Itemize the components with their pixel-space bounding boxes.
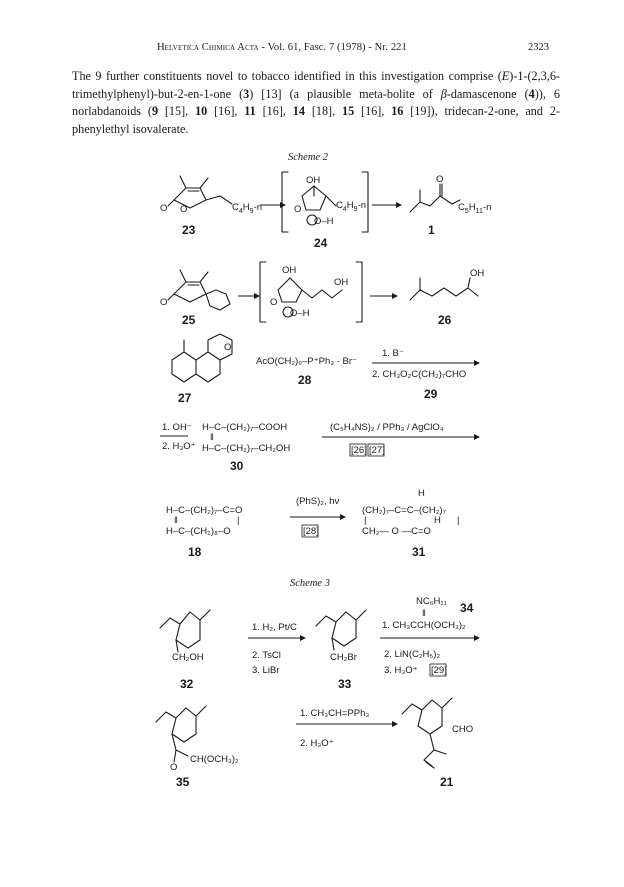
hydroxyl-group: OH: [282, 265, 297, 276]
text-run: [18],: [304, 104, 342, 119]
vinyl-h: H: [434, 515, 441, 526]
compound-label-26: 26: [438, 313, 452, 327]
compound-30-line2: H–C–(CH₂)₇–CH₂OH: [202, 443, 291, 454]
ring-oxygen: O: [224, 342, 232, 353]
ring-closure: |: [457, 515, 460, 526]
step-imine-reagent: 1. CH₃CCH(OCH₃)₂: [382, 620, 466, 631]
page-number: 2323: [528, 42, 549, 53]
hydroxyl-group: OH: [306, 175, 321, 186]
arrow-head: [474, 360, 480, 366]
compound-label-31: 31: [412, 545, 426, 559]
compound-ref: 3: [243, 86, 250, 101]
scheme-2-title: Scheme 2: [288, 152, 328, 163]
ring-oxygen: O: [160, 203, 168, 214]
step-base: 1. B⁻: [382, 348, 404, 359]
compound-label-18: 18: [188, 545, 202, 559]
step-bromination: 3. LiBr: [252, 665, 280, 676]
arrow-head: [474, 434, 480, 440]
ref-28: [28]: [303, 526, 319, 537]
compound-label-32: 32: [180, 677, 194, 691]
ref-27: [27]: [369, 445, 385, 456]
compound-25-structure: [160, 270, 230, 310]
step-hydrogenation: 1. H₂, Pt/C: [252, 622, 297, 633]
compound-30-line1: H–C–(CH₂)₇–COOH: [202, 422, 288, 433]
hydroxyl-group: OH: [470, 268, 485, 279]
compound-label-30: 30: [230, 459, 244, 473]
double-bond: ‖: [174, 515, 178, 526]
text-run: The 9 further constituents novel to tobacco identified in this investigation comprise (: [72, 69, 502, 83]
arrow-head: [340, 514, 346, 520]
pentyl-group: $C_5H_{11}-n$: [458, 202, 492, 215]
compound-18-line1: H–C–(CH₂)₇–C=O: [166, 505, 243, 516]
ref-26: [26]: [351, 445, 367, 456]
compound-31-line2: CH₂— O —C=O: [362, 526, 431, 537]
arrow-head: [474, 635, 480, 641]
text-run: )), 6 norlabdanoids (: [72, 86, 561, 119]
bracketed-intermediate-structure: [260, 262, 362, 322]
butyl-group: $C_4H_9-n$: [232, 202, 263, 215]
text-run: [16],: [354, 104, 392, 119]
compound-label-23: 23: [182, 223, 196, 237]
text-run: )-1-(2,3,6-trimethylphenyl)-but-2-en-1-one (: [72, 69, 560, 101]
text-run: -damascenone (: [446, 86, 529, 101]
step-lda: 2. LiN(C₂H₅)₂: [384, 649, 441, 660]
compound-18-line2: H–C–(CH₂)₈–O: [166, 526, 231, 537]
photolysis-reagent: (PhS)₂, hν: [296, 496, 340, 507]
ring-oxygen: O: [160, 297, 168, 308]
ref-29: [29]: [431, 665, 447, 676]
butyl-group: $C_4H_9-n$: [336, 200, 367, 213]
compound-label-28: 28: [298, 373, 312, 387]
hydroxyl-h: O–H: [314, 216, 334, 227]
compound-label-35: 35: [176, 775, 190, 789]
compound-32-structure: [160, 610, 210, 652]
arrow-head: [254, 293, 260, 299]
ring-closure: |: [364, 515, 367, 526]
bromomethyl: CH₂Br: [330, 652, 357, 663]
thioester-reagent: (C₅H₄NS)₂ / PPh₃ / AgClO₄: [330, 422, 444, 433]
step-acid-workup: 2. H₃O⁺: [300, 738, 334, 749]
step-hydrolysis: 3. H₃O⁺: [384, 665, 418, 676]
compound-label-21: 21: [440, 775, 454, 789]
compound-23-structure: [160, 176, 262, 215]
issue-info: - Vol. 61, Fasc. 7 (1978) - Nr. 221: [258, 42, 407, 53]
compound-label-24: 24: [314, 236, 328, 250]
arrow-head: [396, 202, 402, 208]
compound-ref: 16: [391, 104, 404, 119]
compound-1-structure: [410, 174, 491, 215]
compound-ref: 9: [151, 104, 159, 119]
compound-ref: 4: [528, 86, 535, 101]
hydroxyl-group: OH: [334, 277, 349, 288]
compound-label-27: 27: [178, 391, 192, 405]
arrow-head: [280, 202, 286, 208]
compound-label-34: 34: [460, 601, 474, 615]
step-wittig: 1. CH₃CH=PPh₃: [300, 708, 370, 719]
arrow-head: [392, 293, 398, 299]
dimethylacetal: CH(OCH₃)₂: [190, 754, 239, 765]
compound-31-line1: (CH₂)₇–C=C–(CH₂)₇: [362, 505, 446, 516]
compound-21-structure: [402, 698, 452, 768]
ring-oxygen: O: [180, 204, 188, 215]
arrow-head: [392, 721, 398, 727]
ketone-oxygen: O: [436, 174, 444, 185]
stereo-descriptor: E: [501, 69, 510, 83]
compound-label-29: 29: [424, 387, 438, 401]
wittig-reagent: AcO(CH₂)₉–P⁺Ph₃ · Br⁻: [256, 356, 358, 367]
arrow-head: [300, 635, 306, 641]
hydroxymethyl: CH₂OH: [172, 652, 204, 663]
double-bond: ‖: [210, 432, 214, 443]
text-run: [19]), tridecan-2-one, and 2-phenylethyl isovalerate.: [72, 104, 560, 136]
step-hydroxide: 1. OH⁻: [162, 422, 192, 433]
journal-name: Helvetica Chimica Acta: [157, 42, 259, 53]
greek-beta: β: [440, 86, 447, 101]
ketone-oxygen: O: [170, 762, 178, 773]
scheme-3-title: Scheme 3: [290, 578, 330, 589]
compound-label-25: 25: [182, 313, 196, 327]
compound-ref: 10: [195, 104, 208, 119]
compound-27-structure: [172, 334, 232, 382]
compound-26-structure: [410, 268, 484, 300]
ring-oxygen: O: [294, 204, 302, 215]
vinyl-h: H: [418, 488, 425, 499]
imine-group: NC₆H₁₁: [416, 596, 447, 607]
compound-label-33: 33: [338, 677, 352, 691]
compound-ref: 15: [342, 104, 355, 119]
compound-33-structure: [316, 610, 366, 650]
step-aldehyde: 2. CH₃O₂C(CH₂)₇CHO: [372, 369, 467, 380]
aldehyde-group: CHO: [452, 724, 474, 735]
ring-oxygen: O: [270, 297, 278, 308]
compound-24-structure: [282, 172, 368, 232]
ring-closure: |: [237, 515, 240, 526]
compound-ref: 14: [292, 104, 305, 119]
text-run: [16],: [255, 104, 293, 119]
text-run: ) [13] (a plausible meta-bolite of: [249, 86, 441, 101]
compound-ref: 11: [244, 104, 256, 119]
step-acid: 2. H₃O⁺: [162, 441, 196, 452]
text-run: [16],: [207, 104, 245, 119]
double-bond: ‖: [422, 608, 426, 619]
text-run: [15],: [158, 104, 196, 119]
step-tosylation: 2. TsCl: [252, 650, 281, 661]
compound-label-1: 1: [428, 223, 435, 237]
hydroxyl-h: O–H: [290, 308, 310, 319]
